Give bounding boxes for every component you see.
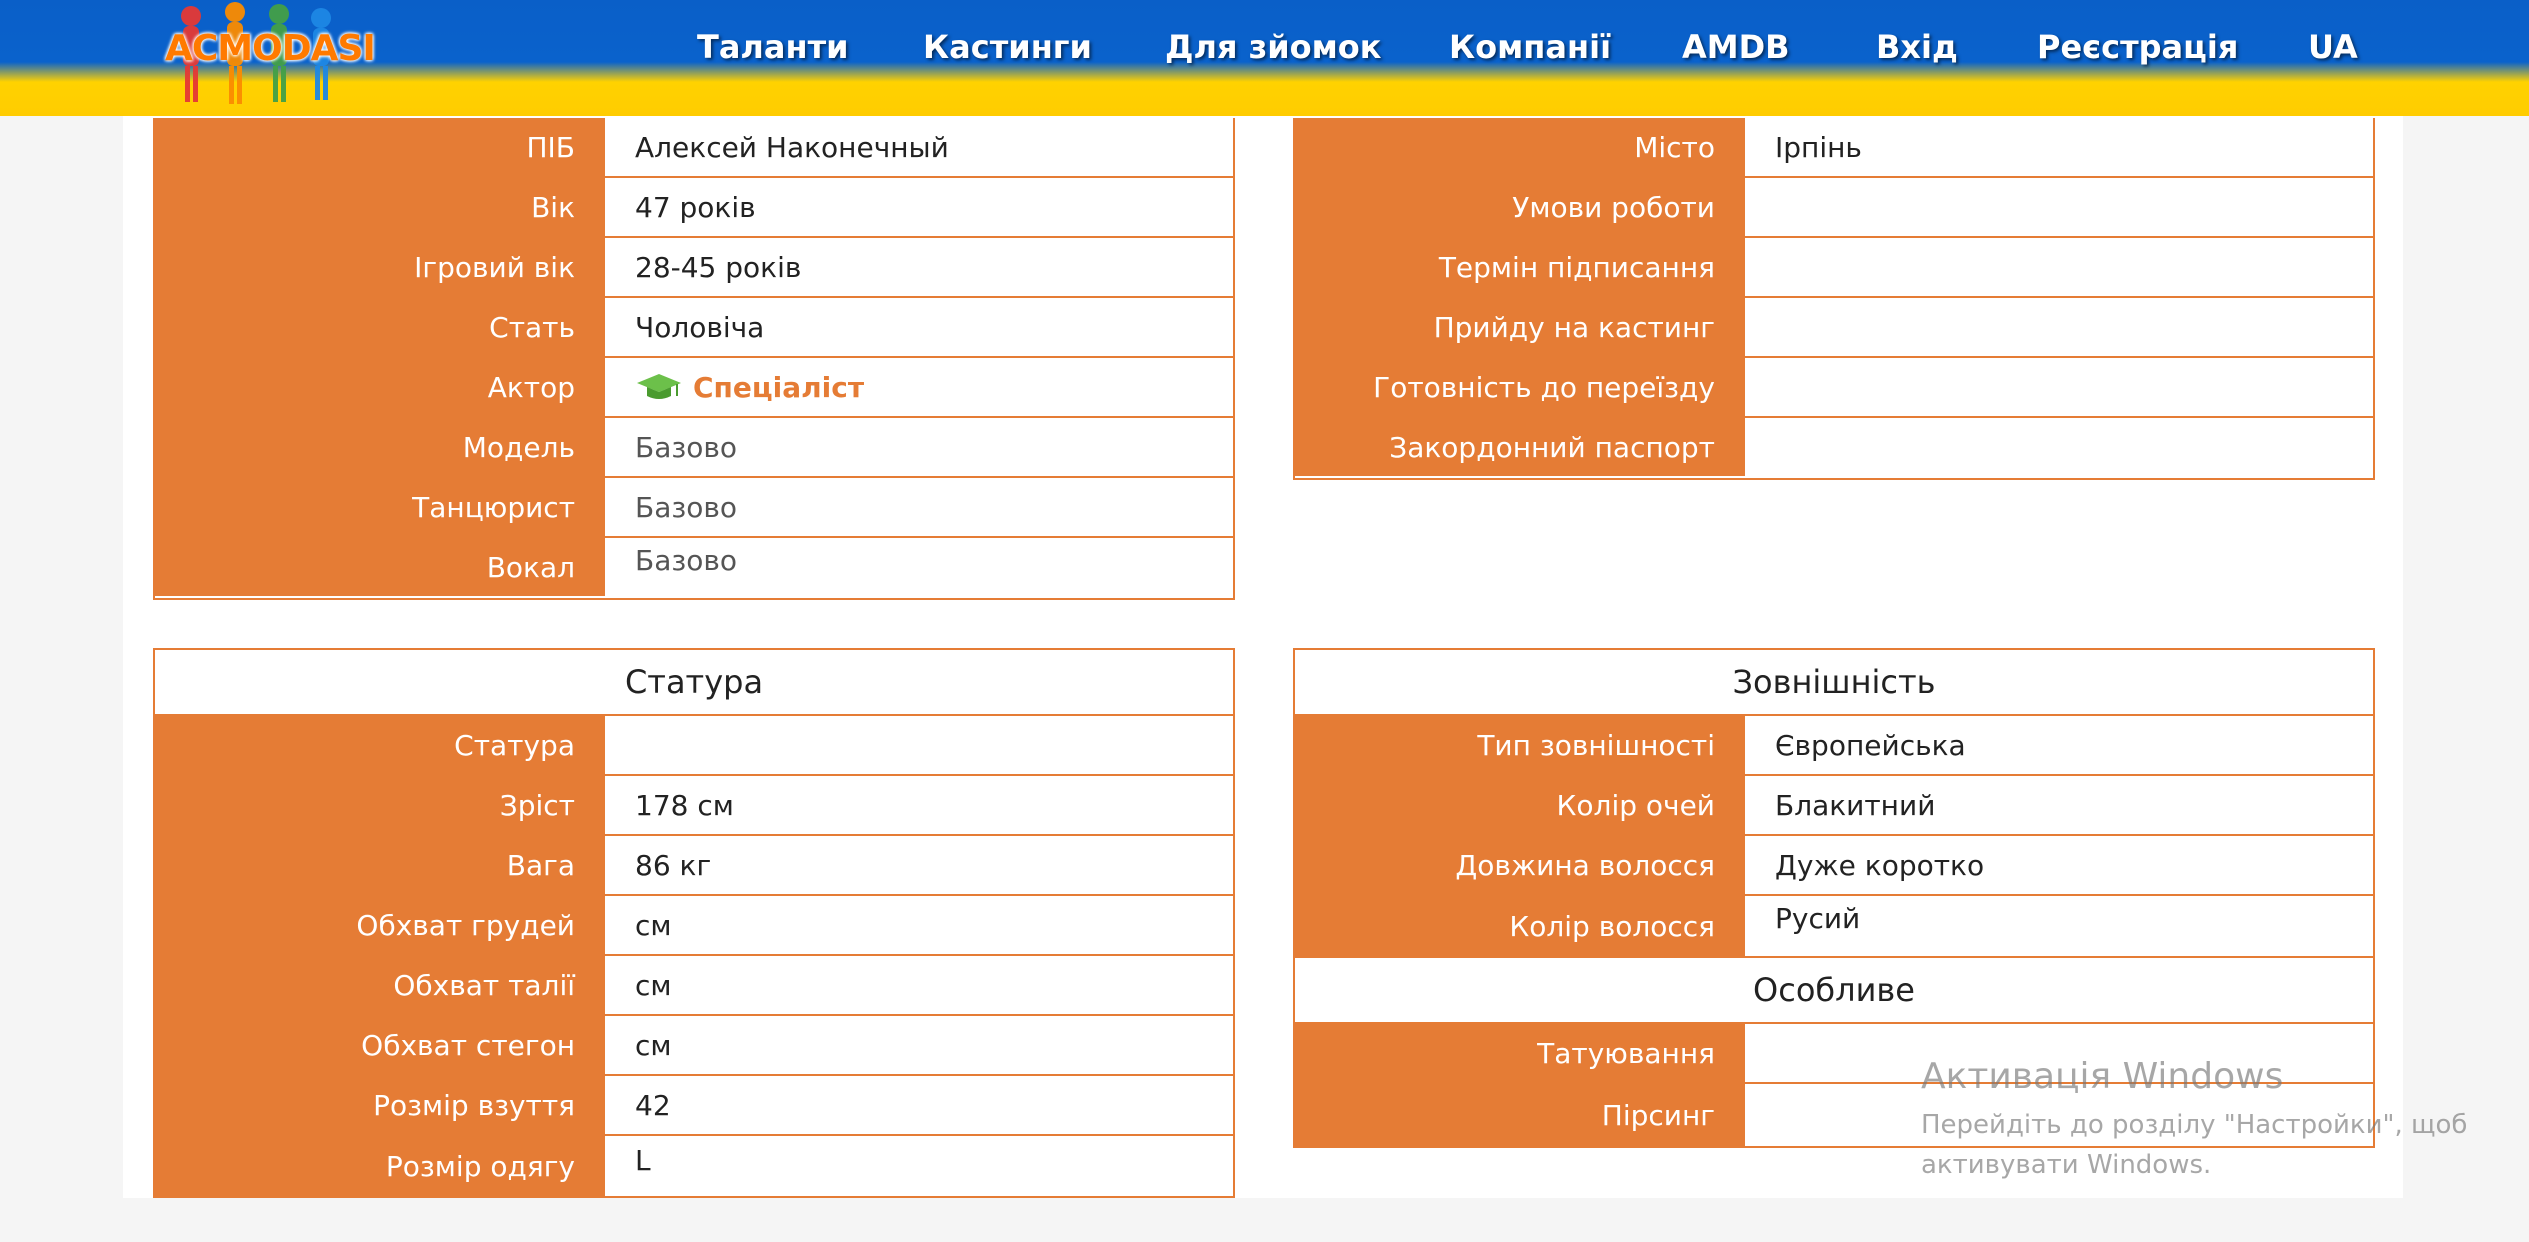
row-label: Обхват стегон bbox=[155, 1016, 605, 1074]
row-label: Актор bbox=[155, 358, 605, 416]
table-row bbox=[1295, 238, 2373, 298]
row-label: Прийду на кастинг bbox=[1295, 298, 1745, 356]
table-row bbox=[155, 1136, 1233, 1196]
row-value: Базово bbox=[635, 544, 738, 577]
site-header bbox=[0, 0, 2529, 116]
section-title-appearance: Зовнішність bbox=[1295, 650, 2373, 716]
row-value bbox=[1745, 238, 2373, 296]
table-row bbox=[1295, 896, 2373, 958]
row-label: Розмір одягу bbox=[155, 1136, 605, 1196]
row-value: Ірпінь bbox=[1775, 130, 1862, 164]
row-value bbox=[1745, 298, 2373, 356]
table-row bbox=[155, 178, 1233, 238]
row-label: Пірсинг bbox=[1295, 1084, 1745, 1146]
row-label: Танцюрист bbox=[155, 478, 605, 536]
table-row bbox=[155, 418, 1233, 478]
row-value: см bbox=[635, 968, 672, 1002]
row-value: 42 bbox=[635, 1088, 671, 1122]
nav-login[interactable]: Вхід bbox=[1876, 28, 1958, 66]
row-value: 28-45 років bbox=[635, 250, 802, 284]
row-value: Європейська bbox=[1775, 728, 1966, 762]
row-value: L bbox=[635, 1144, 651, 1177]
row-label: Обхват грудей bbox=[155, 896, 605, 954]
table-row bbox=[155, 956, 1233, 1016]
row-value: Чоловіча bbox=[635, 310, 765, 344]
nav-talents[interactable]: Таланти bbox=[697, 28, 849, 66]
body-measurements-table bbox=[153, 648, 1235, 1198]
table-row bbox=[155, 298, 1233, 358]
row-label: Тип зовнішності bbox=[1295, 716, 1745, 774]
section-title-special: Особливе bbox=[1295, 958, 2373, 1024]
nav-for-shooting[interactable]: Для зйомок bbox=[1165, 28, 1382, 66]
table-row bbox=[1295, 118, 2373, 178]
table-row bbox=[155, 1076, 1233, 1136]
row-value: Базово bbox=[635, 490, 738, 524]
nav-castings[interactable]: Кастинги bbox=[923, 28, 1092, 66]
row-value bbox=[1745, 358, 2373, 416]
row-value: см bbox=[635, 1028, 672, 1062]
actor-level-value[interactable] bbox=[605, 358, 1233, 416]
section-title-body: Статура bbox=[155, 650, 1233, 716]
row-label: Термін підписання bbox=[1295, 238, 1745, 296]
row-value: Алексей Наконечный bbox=[635, 130, 949, 164]
row-label: Колір очей bbox=[1295, 776, 1745, 834]
table-row bbox=[155, 716, 1233, 776]
row-label: ПІБ bbox=[155, 118, 605, 176]
windows-activation-watermark bbox=[1921, 1056, 2481, 1185]
graduation-cap-icon bbox=[635, 372, 683, 402]
table-row bbox=[1295, 298, 2373, 358]
table-row bbox=[155, 538, 1233, 596]
row-label: Статура bbox=[155, 716, 605, 774]
row-value bbox=[1745, 178, 2373, 236]
actor-level-text: Спеціаліст bbox=[693, 370, 865, 404]
row-value: 86 кг bbox=[635, 848, 712, 882]
row-label: Довжина волосся bbox=[1295, 836, 1745, 894]
table-row bbox=[1295, 836, 2373, 896]
table-row bbox=[155, 478, 1233, 538]
row-label: Ігровий вік bbox=[155, 238, 605, 296]
row-label: Закордонний паспорт bbox=[1295, 418, 1745, 476]
table-row bbox=[155, 776, 1233, 836]
row-label: Татуювання bbox=[1295, 1024, 1745, 1082]
row-label: Місто bbox=[1295, 118, 1745, 176]
table-row bbox=[155, 118, 1233, 178]
row-label: Колір волосся bbox=[1295, 896, 1745, 956]
table-row bbox=[1295, 776, 2373, 836]
personal-info-table bbox=[153, 118, 1235, 600]
table-row bbox=[1295, 358, 2373, 418]
nav-companies[interactable]: Компанії bbox=[1449, 28, 1612, 66]
row-label: Стать bbox=[155, 298, 605, 356]
site-logo[interactable] bbox=[155, 0, 375, 110]
watermark-title: Активація Windows bbox=[1921, 1056, 2284, 1097]
table-row bbox=[1295, 716, 2373, 776]
row-value: 47 років bbox=[635, 190, 756, 224]
row-label: Обхват талії bbox=[155, 956, 605, 1014]
row-label: Зріст bbox=[155, 776, 605, 834]
nav-language[interactable]: UA bbox=[2308, 28, 2358, 66]
nav-amdb[interactable]: AMDB bbox=[1682, 28, 1790, 66]
nav-register[interactable]: Реєстрація bbox=[2037, 28, 2239, 66]
table-row bbox=[1295, 178, 2373, 238]
row-value: см bbox=[635, 908, 672, 942]
row-label: Вага bbox=[155, 836, 605, 894]
row-label: Готовність до переїзду bbox=[1295, 358, 1745, 416]
table-row bbox=[155, 1016, 1233, 1076]
work-info-table bbox=[1293, 118, 2375, 480]
watermark-subtitle: Перейдіть до розділу "Настройки", щоб активувати Windows. bbox=[1921, 1110, 2468, 1180]
row-value: Базово bbox=[635, 430, 738, 464]
row-label: Вокал bbox=[155, 538, 605, 596]
row-label: Вік bbox=[155, 178, 605, 236]
row-value: Блакитний bbox=[1775, 788, 1936, 822]
row-label: Модель bbox=[155, 418, 605, 476]
table-row bbox=[155, 836, 1233, 896]
table-row bbox=[1295, 418, 2373, 476]
table-row bbox=[155, 896, 1233, 956]
row-label: Розмір взуття bbox=[155, 1076, 605, 1134]
row-value: Русий bbox=[1775, 902, 1861, 935]
logo-text: ACMODASI bbox=[165, 28, 375, 69]
row-label: Умови роботи bbox=[1295, 178, 1745, 236]
row-value bbox=[1745, 418, 2373, 476]
row-value bbox=[605, 716, 1233, 774]
row-value: 178 см bbox=[635, 788, 734, 822]
table-row bbox=[155, 358, 1233, 418]
row-value: Дуже коротко bbox=[1775, 848, 1985, 882]
table-row bbox=[155, 238, 1233, 298]
